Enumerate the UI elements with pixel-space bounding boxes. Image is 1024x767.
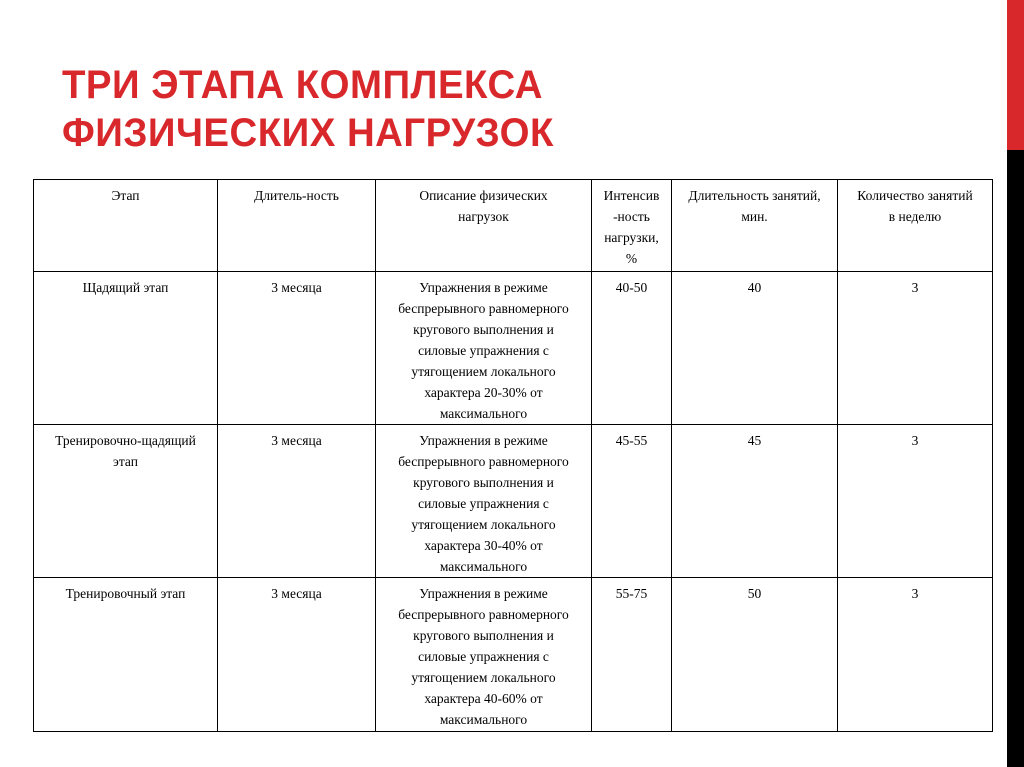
header-label-duration: Длитель-ность	[254, 188, 339, 203]
header-label-intensity-line-1: Интенсив	[603, 188, 660, 203]
cell-session-length	[672, 578, 838, 732]
page-title-line-2: ФИЗИЧЕСКИХ НАГРУЗОК	[62, 110, 554, 155]
cell-session-length-value: 45	[747, 433, 762, 448]
header-cell-stage	[34, 180, 218, 272]
cell-description	[376, 425, 592, 578]
header-label-intensity-line-2: -ность	[613, 209, 650, 224]
table-header-row	[34, 180, 993, 272]
cell-description-line-3: кругового выполнения и	[413, 475, 554, 490]
cell-session-length-value: 40	[747, 280, 762, 295]
cell-description-line-5: утягощением локального	[411, 670, 556, 685]
cell-stage	[34, 578, 218, 732]
cell-description-line-2: беспрерывного равномерного	[398, 454, 569, 469]
cell-sessions-per-week-value: 3	[911, 586, 919, 601]
table-row	[34, 578, 993, 732]
cell-description-line-6: характера 30-40% от	[424, 538, 543, 553]
cell-intensity-value: 55-75	[615, 586, 648, 601]
table-row	[34, 425, 993, 578]
cell-session-length	[672, 425, 838, 578]
cell-description-line-7: максимального	[439, 712, 528, 727]
cell-stage-line-2: этап	[113, 454, 138, 469]
cell-description-line-3: кругового выполнения и	[413, 322, 554, 337]
cell-session-length-value: 50	[747, 586, 762, 601]
cell-stage	[34, 425, 218, 578]
cell-sessions-per-week-value: 3	[911, 433, 919, 448]
cell-description-line-2: беспрерывного равномерного	[398, 301, 569, 316]
cell-stage-line-1: Тренировочный этап	[65, 586, 186, 601]
header-label-description-line-1: Описание физических	[419, 188, 548, 203]
cell-description-line-5: утягощением локального	[411, 364, 556, 379]
header-label-session-length-line-2: мин.	[741, 209, 768, 224]
cell-description-line-4: силовые упражнения с	[418, 496, 549, 511]
header-label-intensity-line-4: %	[625, 251, 638, 266]
cell-intensity-value: 45-55	[615, 433, 648, 448]
header-label-description-line-2: нагрузок	[458, 209, 509, 224]
cell-stage-line-1: Тренировочно-щадящий	[55, 433, 196, 448]
cell-description-line-4: силовые упражнения с	[418, 343, 549, 358]
cell-description	[376, 272, 592, 425]
cell-description-line-6: характера 20-30% от	[424, 385, 543, 400]
header-cell-sessions-per-week	[838, 180, 993, 272]
right-accent-bar	[1007, 0, 1024, 767]
cell-sessions-per-week-value: 3	[911, 280, 919, 295]
cell-description-line-7: максимального	[439, 559, 528, 574]
cell-intensity	[592, 578, 672, 732]
page-title	[62, 61, 907, 157]
cell-description-line-4: силовые упражнения с	[418, 649, 549, 664]
header-label-stage: Этап	[111, 188, 140, 203]
table-row	[34, 272, 993, 425]
cell-duration	[218, 425, 376, 578]
header-cell-description	[376, 180, 592, 272]
accent-bar-black-segment	[1007, 150, 1024, 767]
cell-sessions-per-week	[838, 272, 993, 425]
header-label-session-length-line-1: Длительность занятий,	[688, 188, 821, 203]
cell-description-line-6: характера 40-60% от	[424, 691, 543, 706]
page-title-line-1: ТРИ ЭТАПА КОМПЛЕКСА	[62, 62, 543, 107]
header-label-sessions-per-week-line-1: Количество занятий	[857, 188, 973, 203]
stages-table	[33, 179, 993, 732]
cell-duration	[218, 272, 376, 425]
header-label-intensity-line-3: нагрузки,	[604, 230, 659, 245]
cell-stage	[34, 272, 218, 425]
cell-description-line-3: кругового выполнения и	[413, 628, 554, 643]
header-label-sessions-per-week-line-2: в неделю	[888, 209, 942, 224]
cell-duration-value: 3 месяца	[271, 280, 322, 295]
cell-session-length	[672, 272, 838, 425]
cell-sessions-per-week	[838, 425, 993, 578]
cell-sessions-per-week	[838, 578, 993, 732]
cell-description-line-1: Упражнения в режиме	[419, 433, 548, 448]
cell-intensity	[592, 425, 672, 578]
header-cell-intensity	[592, 180, 672, 272]
cell-description	[376, 578, 592, 732]
cell-description-line-7: максимального	[439, 406, 528, 421]
accent-bar-red-segment	[1007, 0, 1024, 150]
cell-intensity-value: 40-50	[615, 280, 648, 295]
header-cell-duration	[218, 180, 376, 272]
cell-description-line-2: беспрерывного равномерного	[398, 607, 569, 622]
cell-duration-value: 3 месяца	[271, 586, 322, 601]
cell-description-line-5: утягощением локального	[411, 517, 556, 532]
cell-description-line-1: Упражнения в режиме	[419, 280, 548, 295]
cell-intensity	[592, 272, 672, 425]
header-cell-session-length	[672, 180, 838, 272]
cell-duration-value: 3 месяца	[271, 433, 322, 448]
cell-stage-line-1: Щадящий этап	[82, 280, 169, 295]
cell-duration	[218, 578, 376, 732]
cell-description-line-1: Упражнения в режиме	[419, 586, 548, 601]
